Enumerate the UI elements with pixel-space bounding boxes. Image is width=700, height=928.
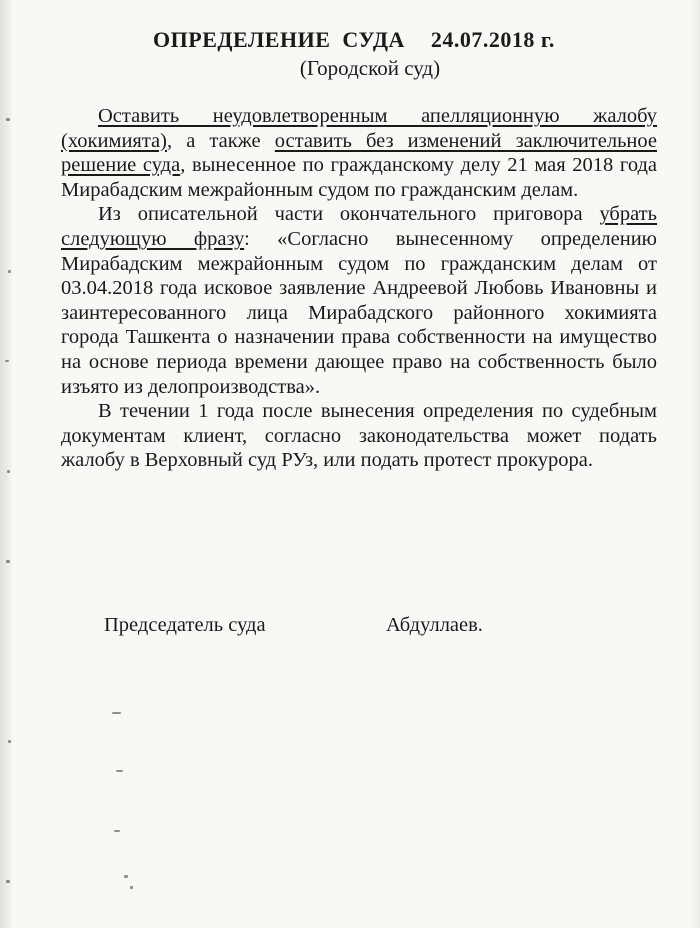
scan-speck: [6, 118, 10, 121]
document-title: ОПРЕДЕЛЕНИЕ СУДА: [153, 27, 405, 52]
paragraph-appeal-term: [61, 399, 657, 473]
document-body: [61, 104, 657, 473]
scan-speck: [124, 875, 128, 878]
scan-speck: [6, 560, 10, 563]
underlined-phrase: оставить без изменений заключительное решение суда: [61, 129, 657, 177]
paragraph-text: В течении 1 года после вынесения определения по судебным документам клиент, согласно законодательства может подать жалобу в Верховный суд РУз, или подать протест прокурора.: [61, 400, 657, 472]
court-name: (Городской суд): [299, 56, 441, 80]
document-date: 24.07.2018 г.: [430, 27, 555, 52]
scan-speck: [8, 270, 11, 273]
paragraph-text: Из описательной части окончательного приговора: [98, 203, 600, 226]
scan-speck: [8, 740, 11, 743]
paragraph-text: : «Согласно вынесенному определению Мирабадским межрайонным судом по гражданским делам от 03.04.2018 года исковое заявление Андреевой Любовь Ивановны и заинтересованного лица Мирабадского районного хокимията города Ташкента о назначении права собственности на имуществo на основе периода времени дающее право на собственность было изъято из делопроизводства».: [61, 227, 657, 398]
paragraph-text: , вынесенное по гражданскому делу 21 мая 2018 года Мирабадским межрайонным судом по гражданским делам.: [61, 154, 658, 201]
document-title-line: [0, 26, 700, 54]
signature-role: Председатель суда: [104, 614, 266, 636]
scan-speck: [7, 470, 10, 473]
scan-speck: [116, 770, 123, 772]
scan-speck: [130, 886, 133, 889]
paragraph-ruling: [61, 104, 657, 202]
scan-speck: [114, 830, 120, 832]
paragraph-text: , а также: [166, 129, 275, 152]
scan-speck: [6, 880, 10, 883]
underlined-phrase: Оставить неудовлетворенным апелляционную жалобу (хокимията): [61, 105, 657, 152]
scan-speck: [5, 360, 9, 362]
underlined-phrase: убрать следующую фразу: [61, 203, 657, 250]
signature-name: Абдуллаев.: [386, 614, 483, 636]
paragraph-amendment: [61, 202, 657, 399]
document-header: [0, 26, 700, 82]
scan-speck: [112, 712, 121, 714]
